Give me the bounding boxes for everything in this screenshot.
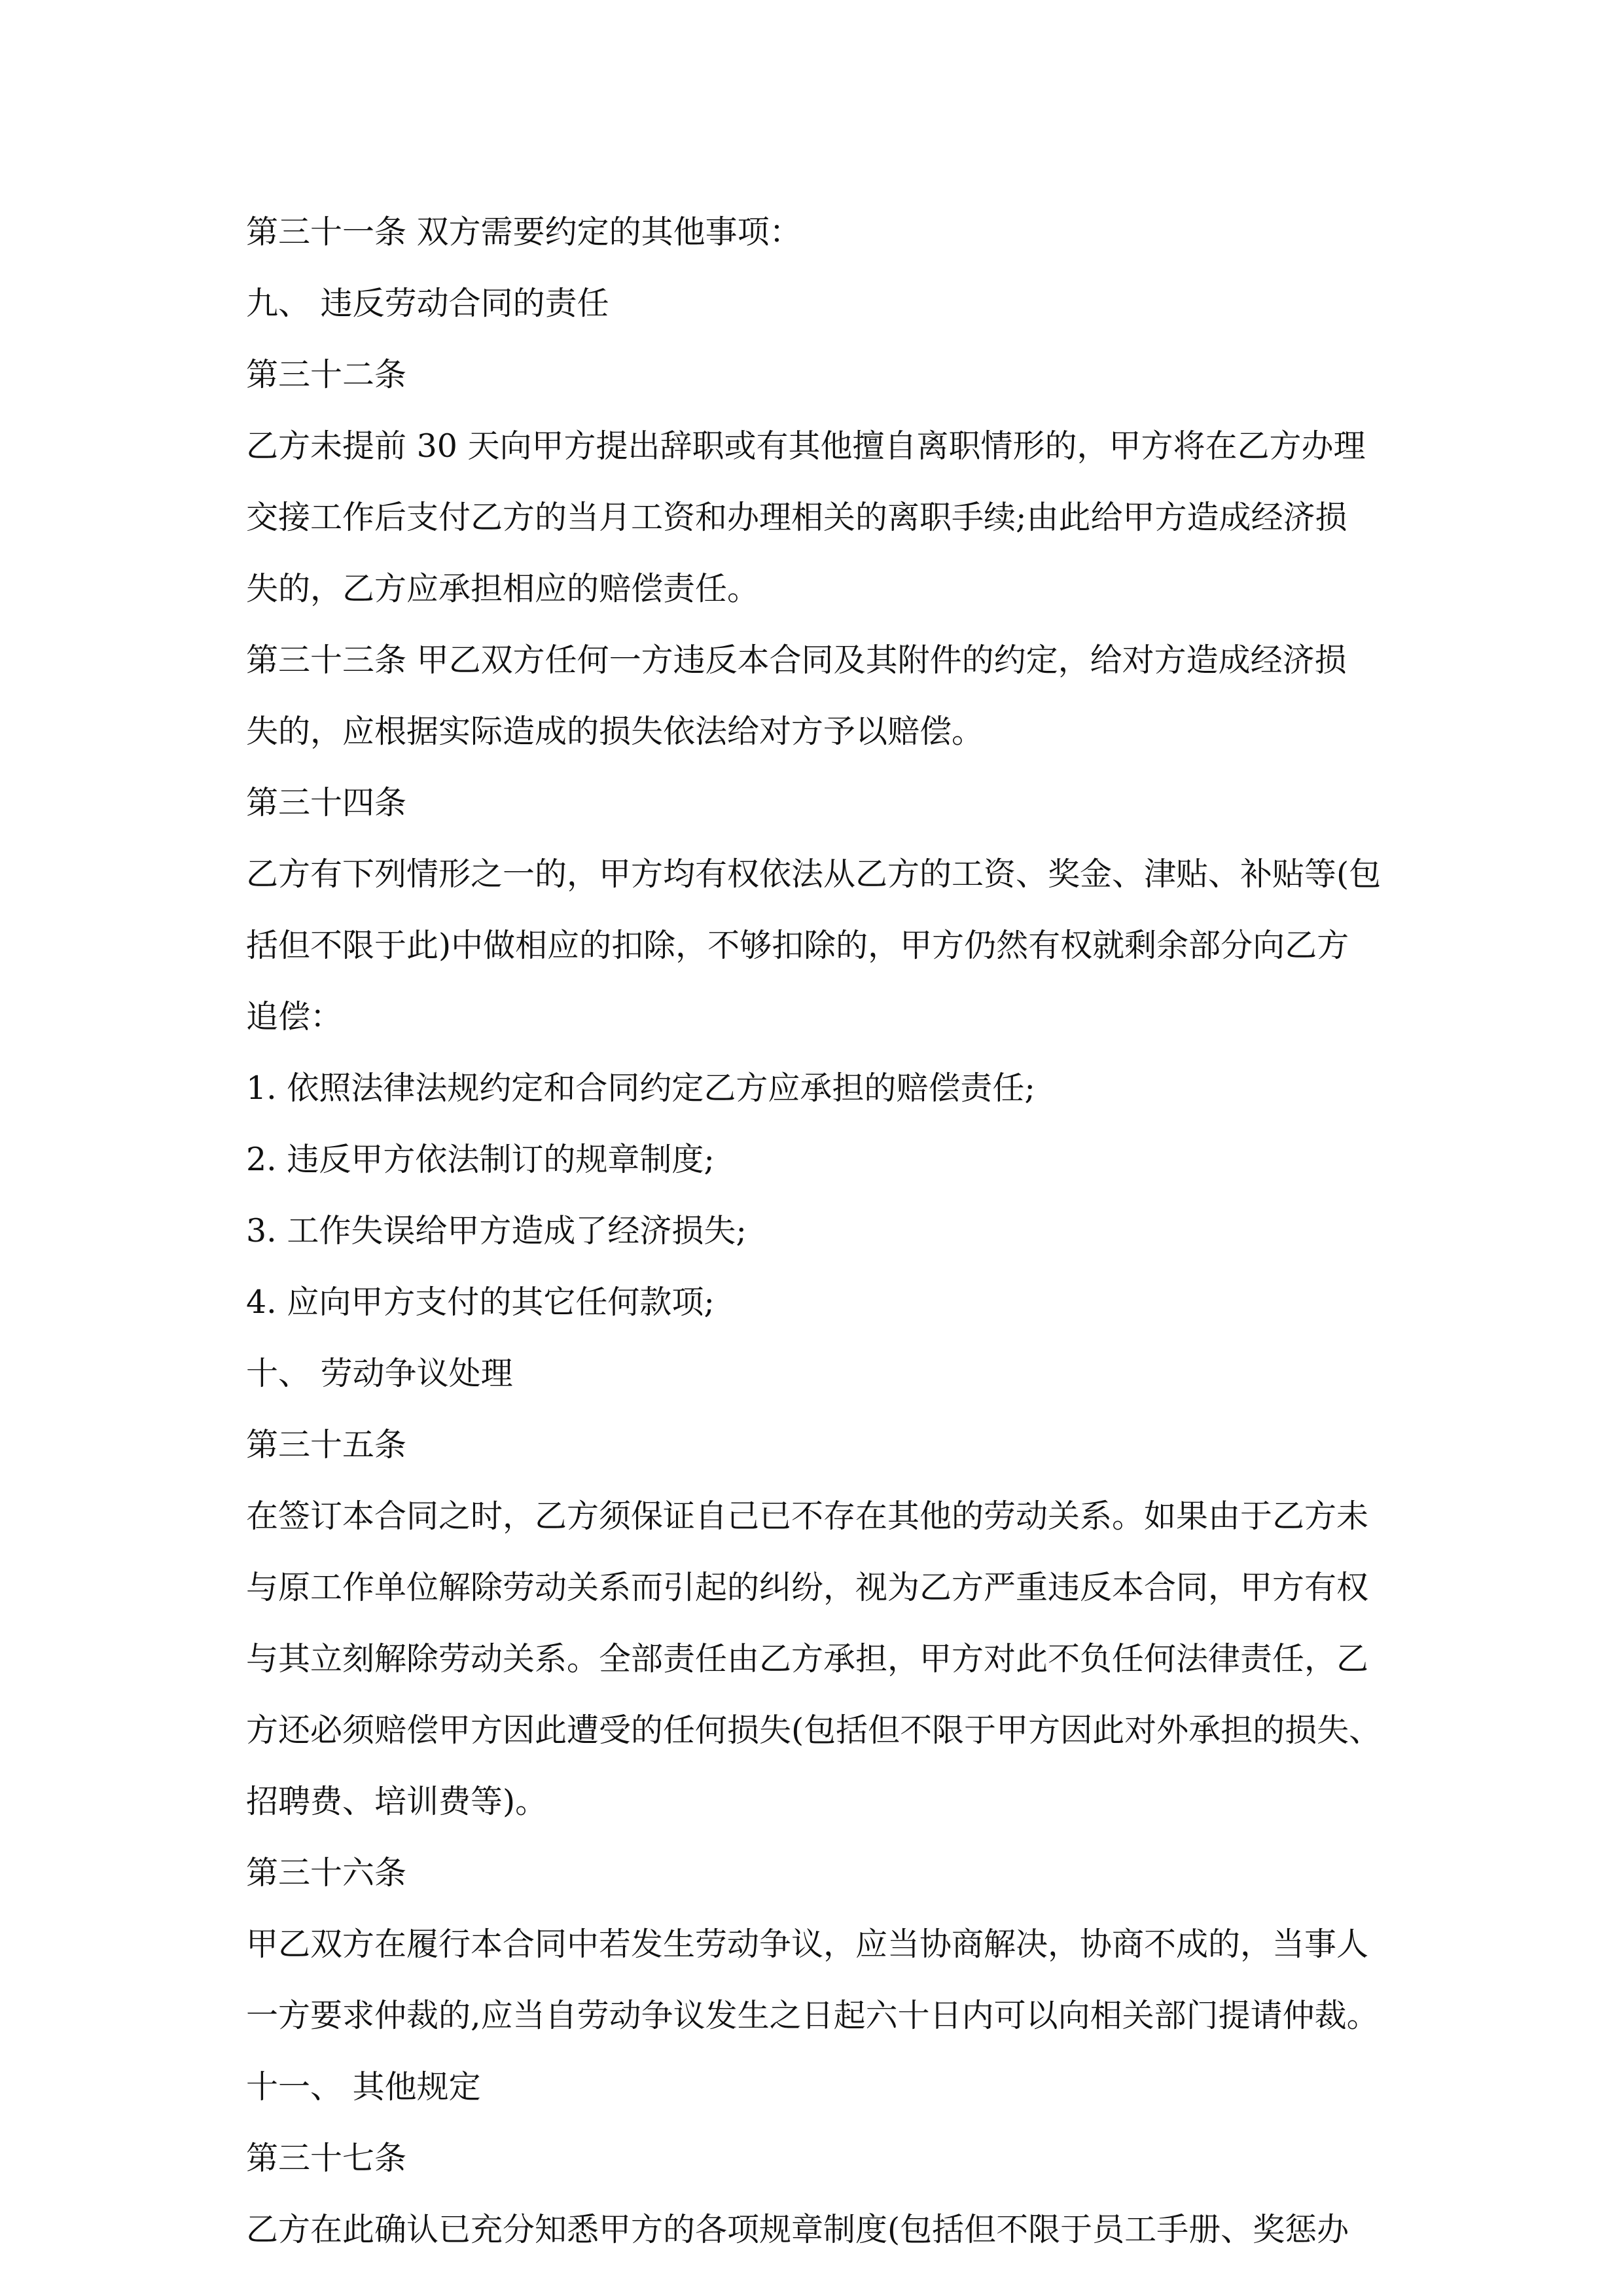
paragraph-line: 失的，应根据实际造成的损失依法给对方予以赔偿。: [246, 713, 984, 750]
section-11-heading: 十一、 其他规定: [246, 2068, 481, 2106]
paragraph-line: 括但不限于此)中做相应的扣除，不够扣除的，甲方仍然有权就剩余部分向乙方: [246, 927, 1349, 964]
list-item: 2. 违反甲方依法制订的规章制度;: [246, 1141, 715, 1178]
paragraph-line: 追偿：: [246, 998, 343, 1035]
paragraph-line: 一方要求仲裁的,应当自劳动争议发生之日起六十日内可以向相关部门提请仲裁。: [246, 1997, 1379, 2034]
article-32-title: 第三十二条: [246, 356, 407, 393]
paragraph-line: 甲乙双方在履行本合同中若发生劳动争议，应当协商解决，协商不成的，当事人: [246, 1926, 1369, 1963]
article-35-title: 第三十五条: [246, 1426, 407, 1463]
article-33-line: 第三十三条 甲乙双方任何一方违反本合同及其附件的约定，给对方造成经济损: [246, 641, 1347, 679]
article-34-title: 第三十四条: [246, 784, 407, 821]
paragraph-line: 乙方有下列情形之一的，甲方均有权依法从乙方的工资、奖金、津贴、补贴等(包: [246, 855, 1382, 893]
paragraph-line: 与其立刻解除劳动关系。全部责任由乙方承担，甲方对此不负任何法律责任，乙: [246, 1640, 1369, 1677]
paragraph-line: 与原工作单位解除劳动关系而引起的纠纷，视为乙方严重违反本合同，甲方有权: [246, 1569, 1369, 1606]
paragraph-line: 乙方在此确认已充分知悉甲方的各项规章制度(包括但不限于员工手册、奖惩办: [246, 2211, 1349, 2248]
article-36-title: 第三十六条: [246, 1854, 407, 1892]
list-item: 3. 工作失误给甲方造成了经济损失;: [246, 1212, 747, 1249]
section-10-heading: 十、 劳动争议处理: [246, 1355, 513, 1392]
paragraph-line: 交接工作后支付乙方的当月工资和办理相关的离职手续;由此给甲方造成经济损: [246, 499, 1347, 536]
article-31-line: 第三十一条 双方需要约定的其他事项：: [246, 213, 802, 251]
paragraph-line: 失的，乙方应承担相应的赔偿责任。: [246, 570, 760, 607]
article-37-title: 第三十七条: [246, 2140, 407, 2177]
list-item: 4. 应向甲方支付的其它任何款项;: [246, 1283, 715, 1321]
paragraph-line: 在签订本合同之时，乙方须保证自己已不存在其他的劳动关系。如果由于乙方未: [246, 1498, 1369, 1535]
paragraph-line: 乙方未提前 30 天向甲方提出辞职或有其他擅自离职情形的，甲方将在乙方办理: [246, 427, 1366, 465]
list-item: 1. 依照法律法规约定和合同约定乙方应承担的赔偿责任;: [246, 1069, 1035, 1107]
paragraph-line: 方还必须赔偿甲方因此遭受的任何损失(包括但不限于甲方因此对外承担的损失、: [246, 1712, 1382, 1749]
paragraph-line: 招聘费、培训费等)。: [246, 1783, 548, 1820]
document-body: [246, 196, 1398, 2265]
section-9-heading: 九、 违反劳动合同的责任: [246, 285, 609, 322]
